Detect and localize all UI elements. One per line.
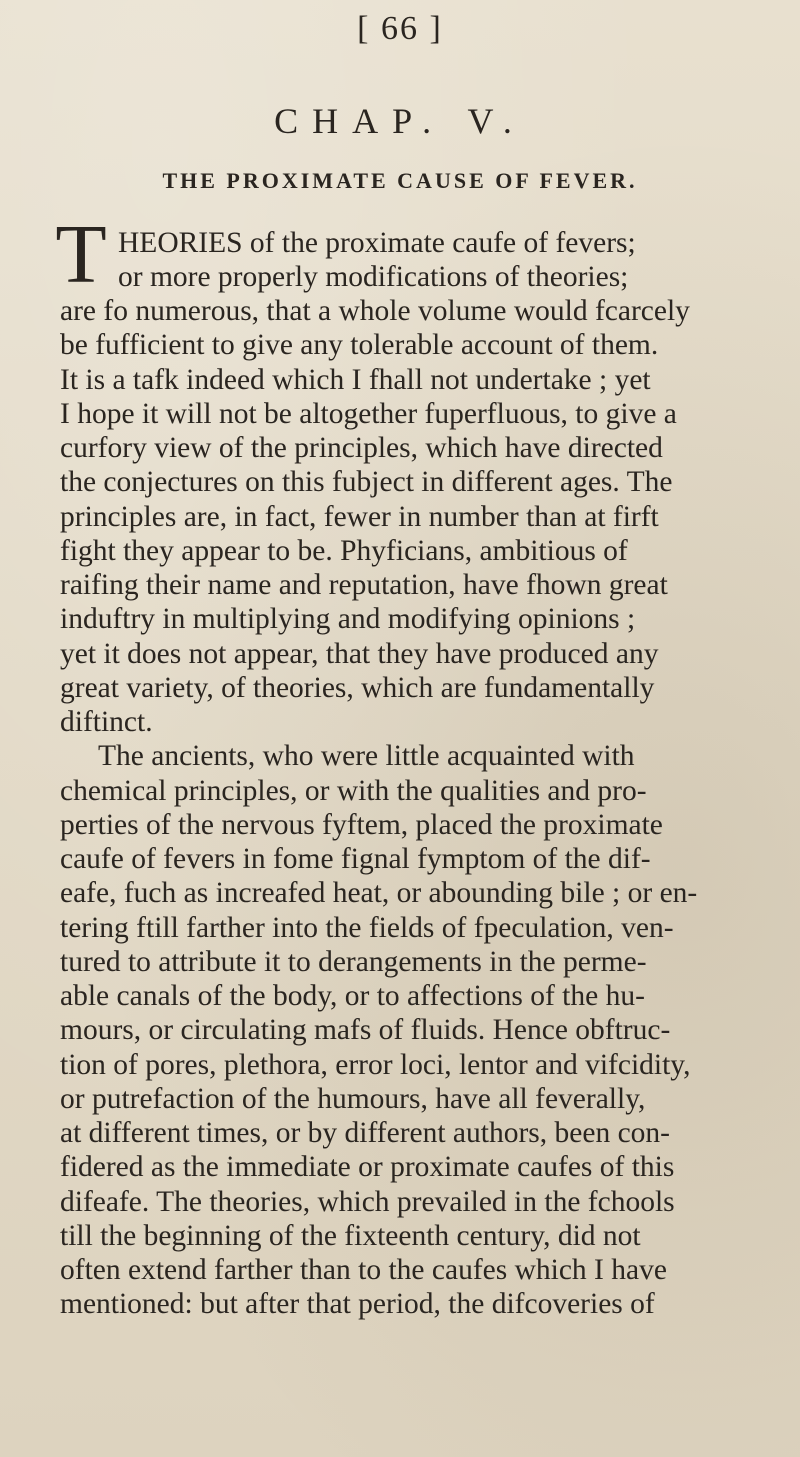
text-line: principles are, in fact, fewer in number than at firft: [60, 501, 659, 533]
text-line: chemical principles, or with the qualities and pro-: [60, 775, 647, 807]
chapter-title: THE PROXIMATE CAUSE OF FEVER.: [162, 168, 638, 193]
text-line: fight they appear to be. Phyficians, ambitious of: [60, 535, 628, 567]
text-line: raifing their name and reputation, have fhown great: [60, 569, 668, 601]
text-line: diftinct.: [60, 706, 153, 738]
text-line: till the beginning of the fixteenth century, did not: [60, 1220, 641, 1252]
text-line: fidered as the immediate or proximate caufes of this: [60, 1151, 675, 1183]
text-line: It is a tafk indeed which I fhall not undertake ; yet: [60, 364, 651, 396]
text-line: tion of pores, plethora, error loci, lentor and vifcidity,: [60, 1049, 691, 1081]
chapter-heading: CHAP. V.: [274, 101, 526, 141]
text-line: tured to attribute it to derangements in the perme-: [60, 946, 647, 978]
text-line: able canals of the body, or to affections of the hu-: [60, 980, 645, 1012]
page-number: [ 66 ]: [357, 10, 443, 47]
text-line: often extend farther than to the caufes which I have: [60, 1254, 667, 1286]
text-line: I hope it will not be altogether fuperfluous, to give a: [60, 398, 677, 430]
text-line: difeafe. The theories, which prevailed in the fchools: [60, 1186, 675, 1218]
text-line: mours, or circulating mafs of fluids. Hence obftruc-: [60, 1014, 671, 1046]
text-line: the conjectures on this fubject in different ages. The: [60, 466, 673, 498]
text-line: great variety, of theories, which are fundamentally: [60, 672, 655, 704]
text-line: HEORIES of the proximate caufe of fevers;: [118, 227, 636, 259]
text-line: mentioned: but after that period, the difcoveries of: [60, 1288, 655, 1320]
text-line: be fufficient to give any tolerable account of them.: [60, 329, 659, 361]
text-line: are fo numerous, that a whole volume would fcarcely: [60, 295, 690, 327]
text-line: eafe, fuch as increafed heat, or abounding bile ; or en-: [60, 877, 698, 909]
drop-cap: T: [55, 208, 107, 301]
text-line: caufe of fevers in fome fignal fymptom of the dif-: [60, 843, 651, 875]
text-line: induftry in multiplying and modifying opinions ;: [60, 603, 636, 635]
text-line: at different times, or by different authors, been con-: [60, 1117, 671, 1149]
text-line: yet it does not appear, that they have produced any: [60, 638, 659, 670]
text-line: or putrefaction of the humours, have all feverally,: [60, 1083, 646, 1115]
text-line: curfory view of the principles, which have directed: [60, 432, 663, 464]
text-line: perties of the nervous fyftem, placed the proximate: [60, 809, 663, 841]
text-line: tering ftill farther into the fields of fpeculation, ven-: [60, 912, 674, 944]
text-line: The ancients, who were little acquainted with: [98, 740, 635, 772]
text-line: or more properly modifications of theories;: [118, 261, 629, 293]
